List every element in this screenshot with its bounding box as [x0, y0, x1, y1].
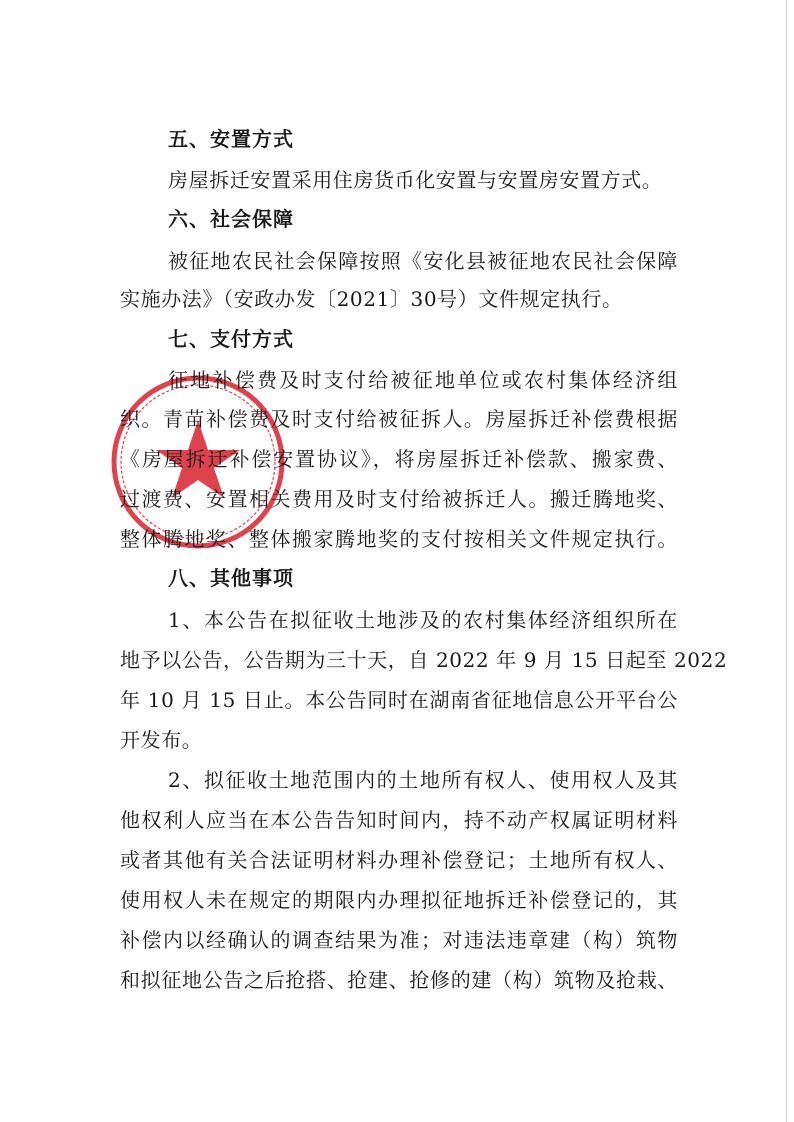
paragraph-line: 整体腾地奖、整体搬家腾地奖的支付按相关文件规定执行。	[120, 527, 678, 551]
paragraph-line: 实施办法》（安政办发〔2021〕30号）文件规定执行。	[120, 287, 623, 311]
paragraph-line: 过渡费、安置相关费用及时支付给被拆迁人。搬迁腾地奖、	[120, 487, 678, 511]
paragraph-line: 开发布。	[120, 728, 203, 752]
paragraph-line: 房屋拆迁安置采用住房货币化安置与安置房安置方式。	[168, 168, 663, 192]
paragraph-line: 和拟征地公告之后抢搭、抢建、抢修的建（构）筑物及抢栽、	[120, 968, 678, 992]
section-heading-social-security: 六、社会保障	[168, 207, 294, 231]
paragraph-line: 或者其他有关合法证明材料办理补偿登记；土地所有权人、	[120, 848, 678, 872]
paragraph-line: 年 10 月 15 日止。本公告同时在湖南省征地信息公开平台公	[120, 688, 678, 712]
paragraph-line: 织。青苗补偿费及时支付给被征拆人。房屋拆迁补偿费根据	[120, 407, 678, 431]
section-heading-other-matters: 八、其他事项	[168, 566, 294, 590]
paragraph-line: 2、拟征收土地范围内的土地所有权人、使用权人及其	[168, 768, 678, 792]
scan-edge-line	[786, 0, 787, 1122]
section-heading-settlement: 五、安置方式	[168, 127, 294, 151]
paragraph-line: 他权利人应当在本公告告知时间内，持不动产权属证明材料	[120, 808, 678, 832]
paragraph-line: 使用权人未在规定的期限内办理拟征地拆迁补偿登记的，其	[120, 888, 678, 912]
paragraph-line: 被征地农民社会保障按照《安化县被征地农民社会保障	[168, 249, 678, 273]
paragraph-line: 补偿内以经确认的调查结果为准；对违法违章建（构）筑物	[120, 928, 678, 952]
paragraph-line: 征地补偿费及时支付给被征地单位或农村集体经济组	[168, 368, 678, 392]
paragraph-line: 1、本公告在拟征收土地涉及的农村集体经济组织所在	[168, 608, 678, 632]
paragraph-line: 《房屋拆迁补偿安置协议》，将房屋拆迁补偿款、搬家费、	[120, 447, 678, 471]
paragraph-line: 地予以公告，公告期为三十天，自 2022 年 9 月 15 日起至 2022	[120, 648, 728, 672]
section-heading-payment: 七、支付方式	[168, 327, 294, 351]
